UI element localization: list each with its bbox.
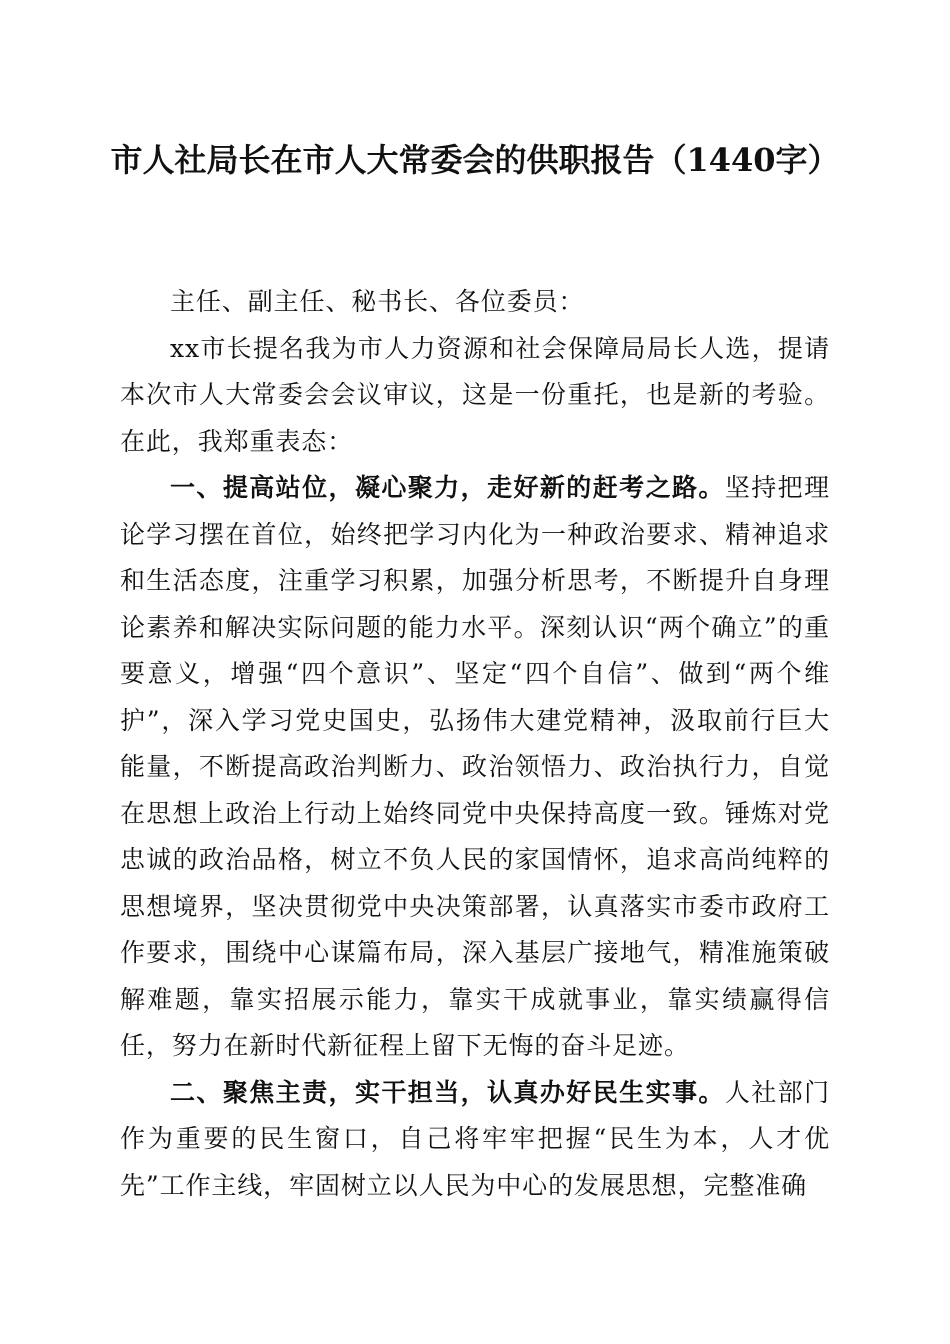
document-body xyxy=(120,279,830,1209)
document-title: 市人社局长在市人大常委会的供职报告（1440字） xyxy=(110,141,840,179)
salutation: 主任、副主任、秘书长、各位委员： xyxy=(170,287,585,316)
section-heading: 二、聚焦主责，实干担当，认真办好民生实事。 xyxy=(170,1077,725,1107)
section-paragraph xyxy=(120,465,830,1070)
intro-paragraph: xx市长提名我为市人力资源和社会保障局局长人选，提请本次市人大常委会会议审议，这是一份重托，也是新的考验。在此，我郑重表态： xyxy=(120,333,830,456)
section-paragraph xyxy=(120,1070,830,1210)
section-heading: 一、提高站位，凝心聚力，走好新的赶考之路。 xyxy=(170,473,725,502)
section-text: 人社部门作为重要的民生窗口，自己将牢牢把握“民生为本，人才优先”工作主线，牢固树立以人民为中心的发展思想，完整准确 xyxy=(120,1077,830,1200)
section-text: 坚持把理论学习摆在首位，始终把学习内化为一种政治要求、精神追求和生活态度，注重学习积累，加强分析思考，不断提升自身理论素养和解决实际问题的能力水平。深刻认识“两个确立”的重要意义，增强“四个意识”、坚定“四个自信”、做到“两个维护”，深入学习党史国史，弘扬伟大建党精神，汲取前行巨大能量，不断提高政治判断力、政治领悟力、政治执行力，自觉在思想上政治上行动上始终同党中央保持高度一致。锤炼对党忠诚的政治品格，树立不负人民的家国情怀，追求高尚纯粹的思想境界，坚决贯彻党中央决策部署，认真落实市委市政府工作要求，围绕中心谋篇布局，深入基层广接地气，精准施策破解难题，靠实招展示能力，靠实干成就事业，靠实绩赢得信任，努力在新时代新征程上留下无悔的奋斗足迹。 xyxy=(120,473,830,1060)
